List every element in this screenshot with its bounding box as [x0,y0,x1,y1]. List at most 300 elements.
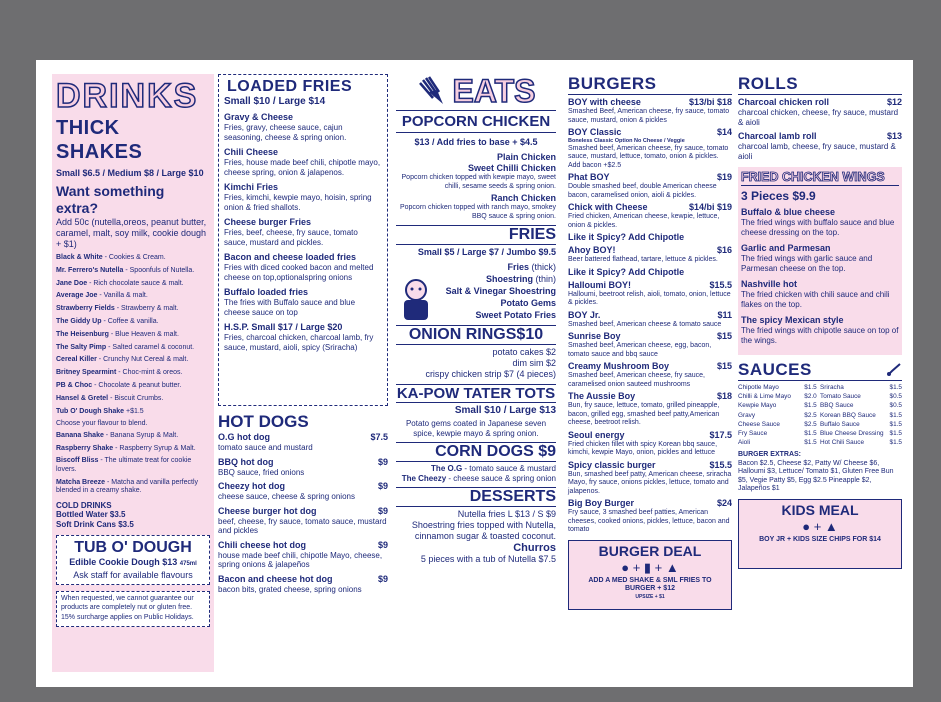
hot-dog-name: Bacon and cheese hot dog [218,573,333,584]
rolls-column [738,74,902,569]
burger-extras: Bacon $2.5, Cheese $2, Patty W/ Cheese $6, Halloumi $3, Lettuce/ Tomato $1, Gluten Free Bun $5, Vegie Patty $5, Egg $2.5 Pineapple $2, Jalapeños $1 [738,459,894,493]
sauce-left [738,392,817,401]
burger-price: $15 [716,331,732,341]
hot-dog-list [218,432,388,594]
sauce-right [820,420,902,429]
flavour-desc: - Choc-mint & oreos. [116,369,183,377]
burger-name: BOY Jr. [568,309,601,320]
burger-icon: ● [621,559,630,575]
roll-price: $13 [886,131,902,141]
sauce-name: Sriracha [820,384,844,391]
sauce-name: Blue Cheese Dressing [820,430,884,438]
burger-name: Phat BOY [568,172,610,182]
burger-item [568,460,732,497]
rings-list [396,347,556,380]
hot-dog-name: BBQ hot dog [218,456,274,467]
tub-item: Edible Cookie Dough $13 475ml [69,557,197,568]
flavour-desc: - Rich chocolate sauce & malt. [87,279,184,287]
burger-price: $18 [716,391,732,401]
popcorn-desc: Popcorn chicken topped with kewpie mayo, sweet chilli, sesame seeds & spring onion. [401,174,556,190]
hot-dog-desc: BBQ sauce, fried onions [218,467,305,477]
wing-desc: The fried wings with chipotle sauce on top of the wings. [741,326,899,345]
burger-price: $17.5 [709,429,732,440]
sauce-price: $1.5 [889,430,902,438]
loaded-fries-item [224,147,382,177]
wing-list [741,207,899,345]
burger-price: $15.5 [709,279,732,290]
burger-price: $15 [716,361,732,371]
flavour-item [56,267,210,276]
roll-row [738,97,902,108]
choose-note: Choose your flavour to blend. [56,420,148,428]
sauce-name: Chipotle Mayo [738,384,779,391]
loaded-fries-desc: Fries with diced cooked bacon and melted cheese on top,optionalspring onions [224,263,374,282]
corn-dog-desc: - cheese sauce & spring onion [446,473,556,483]
flavour-item [56,457,210,474]
hot-dog-desc: bacon bits, grated cheese, spring onions [218,584,362,594]
onion-rings-title: ONION RINGS$10 [408,326,544,343]
burger-name: BOY with cheese [568,97,641,107]
tots-header [396,384,556,403]
tub-note: Ask staff for available flavours [73,570,193,581]
fries-header [396,225,556,245]
hot-dog-item [218,540,388,570]
sauce-name: Chilli & Lime Mayo [738,393,791,401]
flavour-desc: - The ultimate treat for cookie lovers. [56,457,192,473]
burger-desc: Fried chicken fillet with spicy Korean bbq sauce, kimchi, kewpie Mayo, onion, pickles and lettuce [568,440,718,456]
burger-item [568,172,732,200]
burger-deal-title: BURGER DEAL [598,542,702,559]
sauce-name: Hot Chili Sauce [820,439,865,447]
wing-item [741,279,899,309]
burger-name: Big Boy Burger [568,498,635,508]
sauce-name: Buffalo Sauce [820,420,860,428]
sauce-price: $1.5 [804,439,817,447]
fries-icon [417,76,447,106]
fries-name: Potato Gems [500,298,556,308]
fries-note: (thick) [529,262,556,272]
flavour-name: Matcha Breeze [56,478,106,486]
sauce-name: Cheese Sauce [738,420,780,428]
burger-row [568,460,732,471]
flavour-desc: +$1.5 [124,407,144,415]
burger-name: Seoul energy [568,429,625,440]
churros-title: Churros [513,542,556,554]
burger-row [568,232,732,243]
cold-drink-item: Bottled Water $3.5 [56,510,126,520]
burger-deal-box [568,540,732,610]
hot-dog-item [218,574,388,595]
burger-price: $24 [716,498,732,508]
flavour-name: Cereal Killer [56,356,97,364]
wing-item [741,243,899,273]
flavour-desc: - Raspberry Syrup & Malt. [113,444,196,452]
wing-item [741,315,899,345]
sauce-name: Aioli [738,439,751,447]
burger-item [568,498,732,535]
burger-desc: Beer battered flathead, tartare, lettuce & pickles. [568,256,718,263]
menu-sheet [36,60,913,687]
flavour-name: Britney Spearmint [56,369,117,377]
churros-desc: 5 pieces with a tub of Nutella $7.5 [420,554,556,564]
eats-column [396,74,556,565]
sauce-name: Tomato Sauce [820,393,861,401]
roll-item [738,131,902,161]
burger-row [568,202,732,213]
wing-item [741,207,899,237]
burger-item [568,97,732,125]
sauce-price: $1.5 [804,402,817,410]
flavour-desc: - Strawberry & malt. [114,305,179,313]
kids-icons: ● + ▲ [802,518,838,534]
loaded-fries-name: Bacon and cheese loaded fries [224,252,357,262]
footnote-nut: When requested, we cannot guarantee our products are completely nut or gluten free. [61,595,194,611]
sauce-name: Fry Sauce [738,430,768,438]
burger-price: $15.5 [709,459,732,470]
flavour-desc: - Crunchy Nut Cereal & malt. [96,356,189,364]
sauce-row [738,438,902,447]
desserts-line1: Nutella fries L $13 / S $9 [457,509,556,519]
hot-dog-price: $9 [377,505,388,516]
tater-tots-title: KA-POW TATER TOTS [396,385,556,402]
burger-name: The Aussie Boy [568,391,636,401]
cold-drink-item: Soft Drink Cans $3.5 [56,519,134,529]
divider [396,132,556,133]
sauces-title: SAUCES [738,360,812,379]
tots-sizes: Small $10 / Large $13 [454,405,556,416]
fries-hotdogs-column [218,74,388,598]
fries-icon: ▲ [824,518,838,534]
hot-dog-name: O.G hot dog [218,432,270,442]
tub-title: TUB O' DOUGH [74,539,192,557]
popcorn-title: POPCORN CHICKEN [401,113,551,130]
burger-row [568,97,732,108]
side-item: dim sim $2 [512,358,556,368]
hot-dog-item [218,432,388,453]
hsp-title: H.S.P. Small $17 / Large $20 [224,322,343,332]
burger-item [568,430,732,458]
flavour-desc: - Vanilla & malt. [97,292,148,300]
brush-icon [886,363,902,377]
flavour-item [56,408,210,417]
sauce-row [738,383,902,392]
burger-item [568,232,732,243]
popcorn-name: Ranch Chicken [490,193,556,203]
tots-desc: Potato gems coated in Japanese seven spice, kewpie mayo & spring onion. [405,419,547,438]
flavour-name: Average Joe [56,292,98,300]
flavour-name: Banana Shake [56,431,104,439]
hot-dog-item [218,457,388,478]
corn-dog-name: The Cheezy [401,473,447,483]
burger-row [568,280,732,291]
burger-extras-title: BURGER EXTRAS: [738,451,802,459]
sauce-row [738,411,902,420]
rolls-title: ROLLS [738,74,902,95]
flavour-desc: - Salted caramel & coconut. [106,343,195,351]
sauce-name: Korean BBQ Sauce [820,411,876,419]
sauce-row [738,401,902,410]
flavour-desc: - Spoonfuls of Nutella. [123,266,195,274]
corn-dogs-title: CORN DOGS $9 [435,443,556,460]
sauce-table [738,383,902,447]
wings-price: 3 Pieces $9.9 [741,189,816,203]
burger-desc: Double smashed beef, double American cheese bacon, caramelised onion, aioli & pickles. [568,183,717,199]
flavour-desc: - Cookies & Cream. [102,254,166,261]
hot-dog-price: $9 [377,573,388,584]
sauce-price: $1.5 [889,411,902,419]
burger-price: $11 [717,309,732,320]
sauce-price: $2.0 [804,393,817,401]
wing-name: Nashville hot [741,279,798,289]
burger-row [568,127,732,138]
burger-name: Ahoy BOY! [568,245,616,255]
hot-dog-row [218,506,388,517]
flavour-list-2 [56,432,210,496]
roll-desc: charcoal lamb, cheese, fry sauce, mustard & aioli [738,142,896,161]
fries-name: Shoestring [485,274,533,284]
flavour-desc: - Blue Heaven & malt. [108,330,179,338]
flavour-item [56,344,210,353]
hot-dog-item [218,506,388,536]
burger-row [568,267,732,278]
burger-item [568,267,732,278]
burgers-title: BURGERS [568,74,732,95]
roll-row [738,131,902,142]
sauce-name: Gravy [738,411,756,419]
loaded-fries-item [224,217,382,247]
burger-item [568,127,732,170]
fries-name: Salt & Vinegar Shoestring [445,286,556,296]
flavour-name: Mr. Ferrero's Nutella [56,266,124,274]
thick-shakes-title: THICK SHAKES [56,117,143,163]
burger-name: Like it Spicy? Add Chipotle [568,266,685,277]
desserts-title: DESSERTS [469,488,556,505]
corn-dog-item [396,464,556,474]
burger-desc: Smashed beef, American cheese & tomato sauce [568,320,722,328]
flavour-desc: - Chocolate & peanut butter. [92,381,182,389]
roll-item [738,97,902,127]
eats-header [396,74,556,108]
fries-name: Sweet Potato Fries [475,310,556,320]
flavour-name: Strawberry Fields [56,305,115,313]
sauce-left [738,420,817,429]
flavour-item [56,305,210,314]
burger-desc: Smashed beef, American cheese, fry sauce, tomato sauce, mustard, lettuce, tomato, onion & pickles. Add bacon +$2.5 [568,144,729,169]
fries-item [396,262,556,273]
burger-desc: Smashed beef, American cheese, egg, bacon, tomato sauce and bbq sauce [568,342,712,358]
sauce-right [820,411,902,420]
flavour-desc: - Banana Syrup & Malt. [103,431,179,439]
fries-note: (thin) [532,274,556,284]
burger-item [568,280,732,308]
flavour-name: Tub O' Dough Shake [56,407,125,415]
desserts-header [396,487,556,507]
loaded-fries-name: Kimchi Fries [224,182,279,192]
kids-meal-text: BOY JR + KIDS SIZE CHIPS FOR $14 [759,535,881,543]
loaded-fries-desc: Fries, house made beef chili, chipotle mayo, cheese spring, onion & jalapenos. [224,158,381,177]
loaded-fries-desc: Fries, beef, cheese, fry sauce, tomato sauce, mustard and pickles. [224,228,358,247]
hot-dog-row [218,432,388,443]
flavour-name: The Giddy Up [56,317,102,325]
wings-box [738,167,902,355]
burger-row [568,430,732,441]
burger-row [568,310,732,321]
burger-deal-upsize: UPSIZE + $1 [635,593,665,600]
roll-name: Charcoal lamb roll [738,131,817,141]
side-item: crispy chicken strip $7 (4 pieces) [425,369,556,379]
corn-dog-item [396,474,556,484]
loaded-fries-item [224,182,382,212]
burger-row [568,331,732,342]
burger-name: BOY Classic [568,127,622,137]
footnote-box [56,591,210,627]
loaded-fries-name: Buffalo loaded fries [224,287,309,297]
flavour-item [56,395,210,404]
burger-deal-text: ADD A MED SHAKE & SML FRIES TO BURGER + $12 [588,576,712,592]
loaded-fries-item [224,287,382,317]
deal-icons: ● + ▮ + ▲ [621,559,679,575]
hot-dog-price: $9 [377,481,388,491]
hot-dogs-title: HOT DOGS [218,412,309,431]
loaded-fries-desc: Fries, gravy, cheese sauce, cajun seasoning, cheese & spring onion. [224,123,347,142]
shakes-sizes: Small $6.5 / Medium $8 / Large $10 [56,168,204,178]
fries-title: FRIES [508,226,556,243]
burger-item [568,310,732,330]
extra-text: Add 50c (nutella,oreos, peanut butter, caramel, malt, soy milk, cookie dough + $1) [56,217,207,249]
loaded-fries-name: Chili Cheese [224,147,279,157]
flavour-item [56,445,210,454]
flavour-name: Jane Doe [56,279,88,287]
burger-note: Boneless Classic Option No Cheese / Veggie [568,138,685,144]
burger-desc: Fried chicken, American cheese, kewpie, lettuce, onion & pickles. [568,213,720,229]
burger-desc: Bun, fry sauce, lettuce, tomato, grilled pineapple, bacon, grilled egg, smashed beef patty,American cheese, beetroot relish. [568,402,720,426]
burger-name: Spicy classic burger [568,459,656,470]
desserts-line2: Shoestring fries topped with Nutella, cinnamon sugar & toasted coconut. [411,520,556,541]
corn-header [396,442,556,462]
popcorn-desc: Popcorn chicken topped with ranch mayo, smokey BBQ sauce & spring onion. [399,204,556,220]
burger-list [568,97,732,535]
hot-dog-desc: cheese sauce, cheese & spring onions [218,492,355,501]
kids-meal-title: KIDS MEAL [781,501,859,518]
loaded-fries-sizes: Small $10 / Large $14 [224,96,326,107]
popcorn-name: Plain Chicken [496,152,556,162]
hot-dog-desc: tomato sauce and mustard [218,443,313,452]
burger-price: $14 [716,127,732,137]
popcorn-list [396,152,556,221]
footnote-surcharge: 15% surcharge applies on Public Holidays. [61,614,194,622]
sauce-price: $2.5 [804,411,817,419]
wing-desc: The fried wings with buffalo sauce and blue cheese dressing on the top. [741,218,895,237]
wing-name: The spicy Mexican style [741,315,844,325]
popcorn-name: Sweet Chilli Chicken [467,163,556,173]
burger-price: $16 [716,245,732,255]
roll-price: $12 [886,97,902,107]
wing-desc: The fried chicken with chili sauce and chili flakes on the top. [741,290,890,309]
burger-name: Creamy Mushroom Boy [568,361,670,371]
sauce-price: $1.5 [889,439,902,447]
hot-dog-name: Chili cheese hot dog [218,539,307,550]
sauce-right [820,392,902,401]
divider [396,110,556,111]
fries-sizes: Small $5 / Large $7 / Jumbo $9.5 [417,247,556,257]
hot-dog-price: $7.5 [370,432,388,442]
sauce-left [738,438,817,447]
loaded-fries-item [224,112,382,142]
fries-icon: ▲ [665,559,679,575]
wings-title: FRIED CHICKEN WINGS [741,169,899,186]
kids-meal-box [738,499,902,569]
burger-price: $14/bi $19 [688,202,732,212]
sauce-price: $1.5 [804,430,817,438]
sauce-right [820,401,902,410]
hot-dog-price: $9 [377,539,388,550]
sauce-price: $2.5 [804,420,817,428]
burger-desc: Smashed Beef, American cheese, fry sauce, tomato sauce, mustard, onion & pickles [568,108,730,124]
rings-header [396,325,556,345]
loaded-fries-item [224,252,382,282]
burger-name: Chick with Cheese [568,202,648,212]
corn-dog-name: The O.G [431,464,463,473]
burger-row [568,172,732,183]
sauce-left [738,383,817,392]
flavour-item [56,369,210,378]
sauce-price: $1.5 [889,384,902,391]
sauce-right [820,438,902,447]
sauce-row [738,429,902,438]
burger-row [568,245,732,256]
burger-item [568,391,732,428]
hot-dog-desc: beef, cheese, fry sauce, tomato sauce, mustard and pickles [218,516,387,535]
burger-item [568,361,732,389]
sauce-name: BBQ Sauce [820,402,854,410]
sauce-row [738,392,902,401]
drinks-title: DRINKS [56,77,199,115]
flavour-desc: - Matcha and vanilla perfectly blended in a creamy shake. [56,478,199,495]
flavour-item [56,254,210,263]
burger-name: Sunrise Boy [568,331,621,341]
loaded-fries-name: Gravy & Cheese [224,112,294,122]
hot-dog-name: Cheezy hot dog [218,481,285,491]
flavour-name: PB & Choc [56,381,93,389]
corn-dog-desc: - tomato sauce & mustard [462,464,556,473]
burger-name: Like it Spicy? Add Chipotle [568,232,685,242]
flavour-item [56,356,210,365]
burger-desc: Bun, smashed beef patty, American cheese, sriracha Mayo, fry sauce, onions pickles, lettuce, tomato and jalapenos. [568,470,732,495]
burger-desc: Fry sauce, 3 smashed beef patties, American cheeses, cooked onions, pickles, lettuce, bacon and tomato [568,509,730,533]
fries-block [396,262,556,321]
hot-dog-row [218,457,388,468]
hot-dog-price: $9 [377,456,388,467]
burger-row [568,391,732,402]
sauce-right [820,383,902,392]
hot-dog-desc: house made beef chili, chipotle Mayo, cheese, spring onions & jalapeños [218,550,383,569]
burger-desc: Halloumi, beetroot relish, aioli, tomato, onion, lettuce & pickles. [568,290,731,306]
wing-desc: The fried wings with garlic sauce and Parmesan cheese on the top. [741,254,873,273]
loaded-fries-name: Cheese burger Fries [224,217,312,227]
flavour-name: Biscoff Bliss [56,457,99,465]
flavour-item [56,432,210,441]
sauce-price: $0.5 [889,402,902,410]
mascot-icon [396,276,436,324]
burger-desc: Smashed beef, American cheese, fry sauce, caramelised onion sauteed mushrooms [568,372,705,388]
loaded-fries-box [218,74,388,406]
flavour-item [56,280,210,289]
flavour-name: The Heisenburg [56,330,109,338]
flavour-item [56,382,210,391]
sauces-header [738,360,902,381]
flavour-item [56,331,210,340]
popcorn-price: $13 / Add fries to base + $4.5 [414,137,538,147]
